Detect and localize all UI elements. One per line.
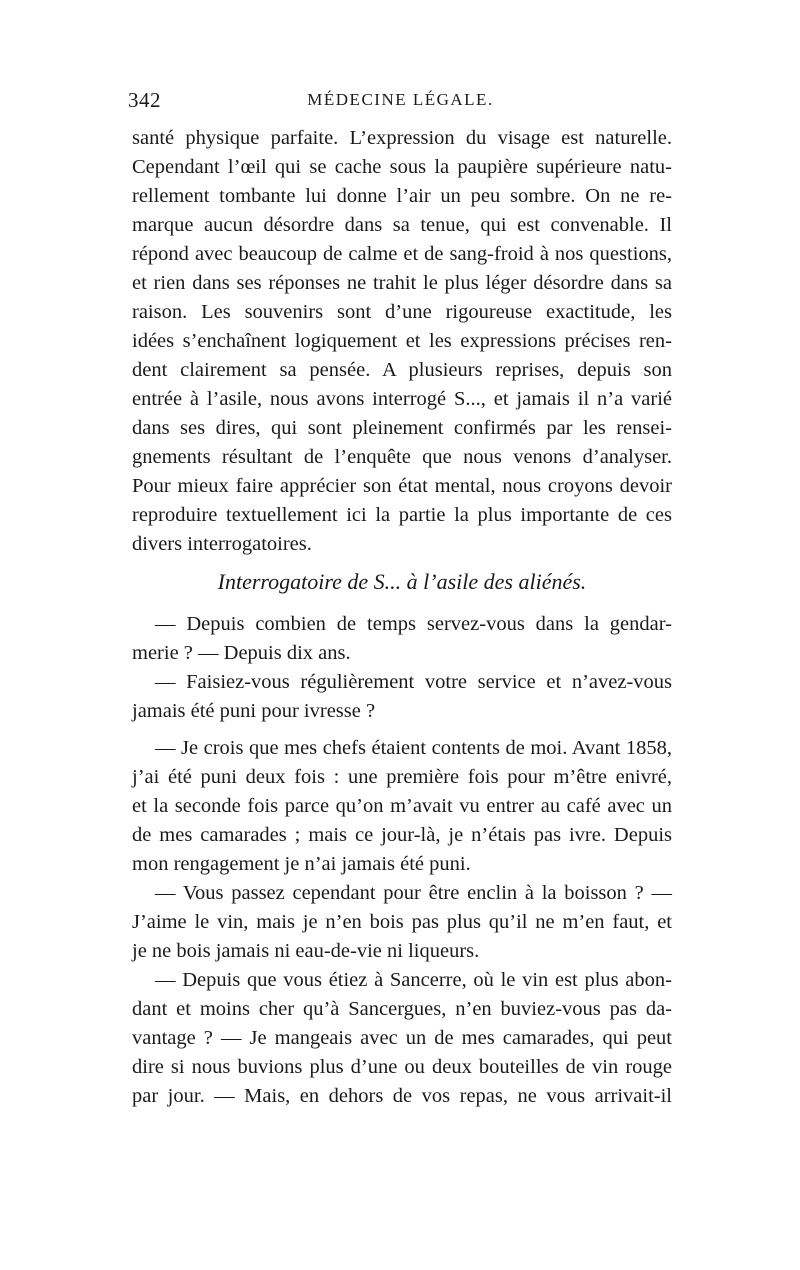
page-number: 342 [128, 88, 161, 112]
text-line: — Depuis que vous étiez à Sancerre, où le vin est plus abon- [155, 969, 672, 991]
text-line: mon rengagement je n’ai jamais été puni. [132, 853, 471, 875]
text-line: vantage ? — Je mangeais avec un de mes camarades, qui peut [132, 1027, 672, 1049]
text-line: répond avec beaucoup de calme et de sang-froid à nos questions, [132, 243, 672, 265]
text-line: gnements résultant de l’enquête que nous venons d’analyser. [132, 446, 672, 468]
text-line: idées s’enchaînent logiquement et les expressions précises ren- [132, 330, 672, 352]
text-line: par jour. — Mais, en dehors de vos repas, ne vous arrivait-il [132, 1085, 672, 1107]
text-line: rellement tombante lui donne l’air un peu sombre. On ne re- [132, 185, 672, 207]
text-line: je ne bois jamais ni eau-de-vie ni liqueurs. [132, 940, 480, 962]
text-line: j’ai été puni deux fois : une première fois pour m’être enivré, [132, 766, 672, 788]
text-line: dans ses dires, qui sont pleinement confirmés par les rensei- [132, 417, 672, 439]
text-line: dant et moins cher qu’à Sancergues, n’en buviez-vous pas da- [132, 998, 672, 1020]
text-line: — Faisiez-vous régulièrement votre service et n’avez-vous [155, 671, 672, 693]
text-line: entrée à l’asile, nous avons interrogé S..., et jamais il n’a varié [132, 388, 672, 410]
section-title: Interrogatoire de S... à l’asile des aliénés. [217, 569, 587, 594]
text-line: — Depuis combien de temps servez-vous dans la gendar- [155, 613, 672, 635]
text-line: reproduire textuellement ici la partie la plus importante de ces [132, 504, 672, 526]
text-line: dent clairement sa pensée. A plusieurs reprises, depuis son [132, 359, 672, 381]
text-line: dire si nous buvions plus d’une ou deux bouteilles de vin rouge [132, 1056, 672, 1078]
text-line: Pour mieux faire apprécier son état mental, nous croyons devoir [132, 475, 672, 497]
text-line: de mes camarades ; mais ce jour-là, je n’étais pas ivre. Depuis [132, 824, 672, 846]
running-title: MÉDECINE LÉGALE. [307, 90, 494, 109]
text-line: santé physique parfaite. L’expression du visage est naturelle. [132, 127, 672, 149]
text-line: — Je crois que mes chefs étaient contents de moi. Avant 1858, [155, 737, 672, 759]
text-line: J’aime le vin, mais je n’en bois pas plus qu’il ne m’en faut, et [132, 911, 672, 933]
page-header [128, 88, 673, 118]
text-line: — Vous passez cependant pour être enclin à la boisson ? — [155, 882, 672, 904]
text-line: et rien dans ses réponses ne trahit le plus léger désordre dans sa [132, 272, 672, 294]
text-line: merie ? — Depuis dix ans. [132, 642, 351, 664]
text-line: Cependant l’œil qui se cache sous la paupière supérieure natu- [132, 156, 672, 178]
text-line: raison. Les souvenirs sont d’une rigoureuse exactitude, les [132, 301, 672, 323]
text-line: divers interrogatoires. [132, 533, 312, 555]
text-line: jamais été puni pour ivresse ? [132, 700, 376, 722]
text-line: marque aucun désordre dans sa tenue, qui est convenable. Il [132, 214, 672, 236]
text-line: et la seconde fois parce qu’on m’avait vu entrer au café avec un [132, 795, 672, 817]
